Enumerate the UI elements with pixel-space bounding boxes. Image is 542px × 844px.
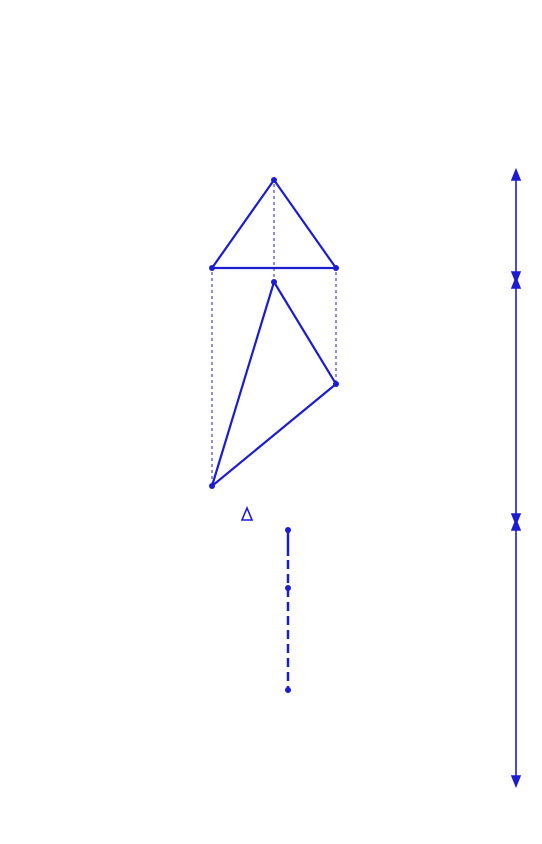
arrow-up-icon <box>512 170 520 180</box>
triad-atmic-mental-edge <box>212 282 274 486</box>
monad-left-edge <box>212 180 274 268</box>
node-volonte <box>271 177 277 183</box>
triad-atmic-intuition-edge <box>274 282 336 384</box>
node-astral <box>285 585 291 591</box>
node-activite <box>209 265 215 271</box>
node-mental-unit <box>285 527 291 533</box>
monad-triangle <box>212 180 336 268</box>
right-arrows <box>512 170 520 786</box>
projection-dashes <box>212 184 336 484</box>
arrow-up-icon <box>512 278 520 288</box>
ego-triangle-icon <box>242 508 252 520</box>
node-mental <box>209 483 215 489</box>
arrow-up-icon <box>512 520 520 530</box>
triad-triangle <box>212 282 336 486</box>
monad-right-edge <box>274 180 336 268</box>
arrow-down-icon <box>512 776 520 786</box>
node-physical <box>285 687 291 693</box>
node-sagesse <box>333 265 339 271</box>
node-intuition <box>333 381 339 387</box>
node-atmic <box>271 279 277 285</box>
triad-intuition-mental-edge <box>212 384 336 486</box>
